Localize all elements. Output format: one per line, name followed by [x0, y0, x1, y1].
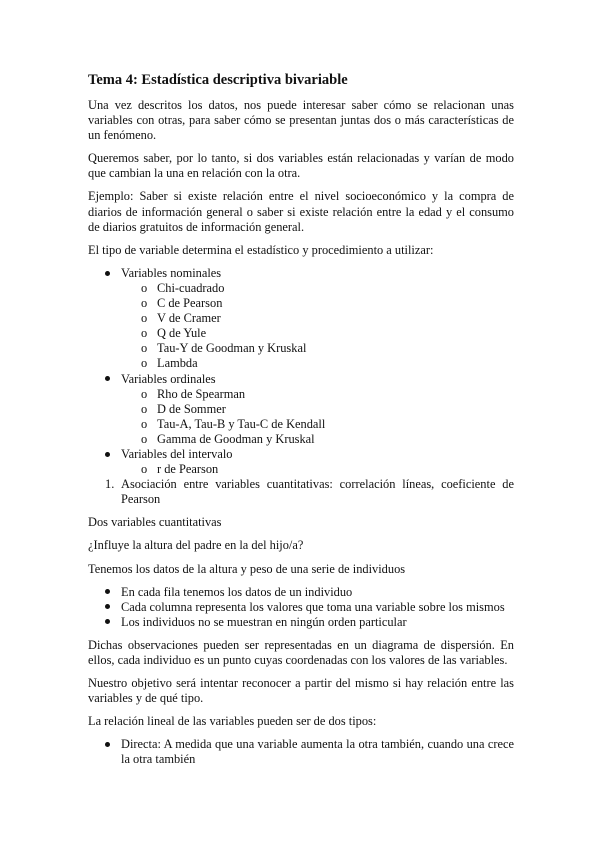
bullet-icon — [105, 615, 110, 630]
list-item: o Q de Yule — [141, 326, 207, 341]
bullet-icon — [105, 585, 110, 600]
list-item: o Tau-Y de Goodman y Kruskal — [141, 341, 307, 356]
list-item: Los individuos no se muestran en ningún orden particular — [88, 615, 514, 630]
paragraph: Ejemplo: Saber si existe relación entre el nivel socioeconómico y la compra de diarios de información general o saber si existe relación entre la edad y el consumo de diarios gratuitos de información general. — [88, 189, 514, 234]
bullet-icon — [105, 737, 110, 752]
bullet-icon — [105, 266, 110, 281]
list-item: o Lambda — [141, 356, 198, 371]
paragraph: Tenemos los datos de la altura y peso de una serie de individuos — [88, 561, 406, 576]
paragraph: Dos variables cuantitativas — [88, 515, 222, 530]
paragraph: Nuestro objetivo será intentar reconocer a partir del mismo si hay relación entre las variables y de qué tipo. — [88, 676, 514, 706]
list-item: Directa: A medida que una variable aumenta la otra también, cuando una crece la otra también — [88, 737, 514, 767]
relation-bullets-list — [88, 737, 514, 767]
document-page — [88, 71, 514, 776]
list-item: Variables del intervalo — [88, 447, 514, 462]
variable-types-list — [88, 266, 514, 477]
data-bullets-list — [88, 585, 514, 630]
list-item: Cada columna representa los valores que toma una variable sobre los mismos — [88, 600, 514, 615]
paragraph: ¿Influye la altura del padre en la del hijo/a? — [88, 538, 304, 553]
numbered-item: 1. Asociación entre variables cuantitativas: correlación líneas, coeficiente de Pearson — [105, 477, 514, 507]
list-item: o C de Pearson — [141, 296, 223, 311]
paragraph: La relación lineal de las variables pueden ser de dos tipos: — [88, 714, 377, 729]
paragraph: Queremos saber, por lo tanto, si dos variables están relacionadas y varían de modo que cambian la una en relación con la otra. — [88, 151, 514, 181]
list-item: o Rho de Spearman — [141, 386, 246, 401]
list-item: o Tau-A, Tau-B y Tau-C de Kendall — [141, 416, 326, 431]
page-title: Tema 4: Estadística descriptiva bivariable — [88, 72, 348, 88]
paragraph: El tipo de variable determina el estadístico y procedimiento a utilizar: — [88, 242, 434, 257]
paragraph: Una vez descritos los datos, nos puede interesar saber cómo se relacionan unas variables con otras, para saber cómo se presentan juntas dos o más características de un fenómeno. — [88, 98, 514, 143]
list-item: o r de Pearson — [141, 462, 219, 477]
list-item: Variables nominales — [88, 266, 514, 281]
bullet-icon — [105, 600, 110, 615]
list-item: Variables ordinales — [88, 372, 514, 387]
paragraph: Dichas observaciones pueden ser representadas en un diagrama de dispersión. En ellos, cada individuo es un punto cuyas coordenadas con los valores de las variables. — [88, 637, 514, 667]
bullet-icon — [105, 447, 110, 462]
list-item: o Gamma de Goodman y Kruskal — [141, 431, 315, 446]
list-item: En cada fila tenemos los datos de un individuo — [88, 585, 514, 600]
bullet-icon — [105, 372, 110, 387]
list-item: o D de Sommer — [141, 401, 226, 416]
list-item: o Chi-cuadrado — [141, 280, 225, 295]
list-item: o V de Cramer — [141, 311, 221, 326]
numbered-list — [88, 477, 514, 507]
